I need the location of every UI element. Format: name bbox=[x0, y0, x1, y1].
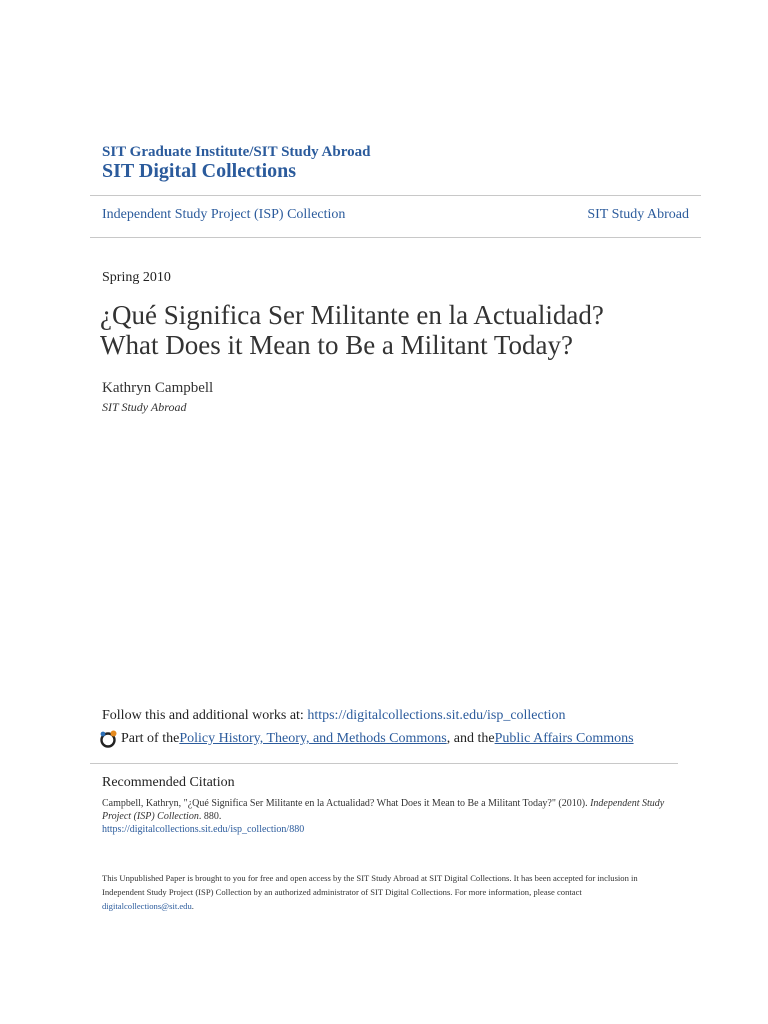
follow-line bbox=[102, 708, 566, 724]
public-affairs-commons-link[interactable]: Public Affairs Commons bbox=[494, 731, 634, 746]
divider-citation bbox=[90, 763, 678, 764]
partof-prefix: Part of the bbox=[121, 731, 180, 746]
institute-name: SIT Graduate Institute/SIT Study Abroad bbox=[102, 144, 371, 160]
notice-end: . bbox=[191, 901, 194, 911]
follow-prefix: Follow this and additional works at: bbox=[102, 708, 308, 723]
follow-url-link[interactable]: https://digitalcollections.sit.edu/isp_collection bbox=[307, 708, 566, 723]
citation-suffix: . 880. bbox=[198, 811, 222, 822]
citation-url-link[interactable]: https://digitalcollections.sit.edu/isp_collection/880 bbox=[102, 824, 305, 835]
repository-name[interactable]: SIT Digital Collections bbox=[102, 160, 297, 182]
access-notice bbox=[102, 871, 662, 913]
divider-nav bbox=[90, 237, 701, 238]
notice-text: This Unpublished Paper is brought to you for free and open access by the SIT Study Abroad at SIT Digital Collections. It has been accepted for inclusion in Independent Study Project (ISP) Collection by an authorized administrator of SIT Digital Collections. For more information, please contact bbox=[102, 873, 638, 897]
policy-commons-link[interactable]: Policy History, Theory, and Methods Commons bbox=[179, 731, 447, 746]
citation-text bbox=[102, 797, 672, 823]
citation-plain: Campbell, Kathryn, "¿Qué Significa Ser Militante en la Actualidad? What Does it Mean to Be a Militant Today?" (2010). bbox=[102, 798, 591, 809]
part-of-line bbox=[100, 730, 634, 748]
title-line-2: What Does it Mean to Be a Militant Today? bbox=[100, 330, 574, 360]
program-link[interactable]: SIT Study Abroad bbox=[587, 207, 689, 222]
collection-link[interactable]: Independent Study Project (ISP) Collection bbox=[102, 207, 346, 222]
citation-heading: Recommended Citation bbox=[102, 775, 235, 790]
citation-italic: Independent Study Project (ISP) Collection bbox=[102, 798, 665, 822]
author-affiliation: SIT Study Abroad bbox=[102, 400, 187, 414]
publication-date: Spring 2010 bbox=[102, 270, 171, 285]
commons-network-icon bbox=[100, 730, 118, 748]
title-line-1: ¿Qué Significa Ser Militante en la Actualidad? bbox=[100, 300, 604, 330]
contact-email-link[interactable]: digitalcollections@sit.edu bbox=[102, 901, 192, 911]
divider-top bbox=[90, 195, 701, 196]
author-name: Kathryn Campbell bbox=[102, 380, 214, 396]
paper-title bbox=[100, 300, 604, 360]
partof-mid: , and the bbox=[446, 731, 495, 746]
